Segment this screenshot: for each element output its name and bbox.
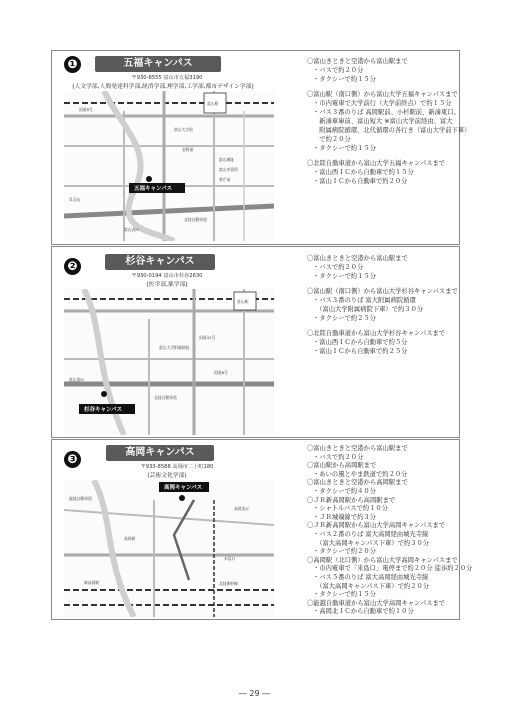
direction-group (307, 57, 470, 84)
svg-text:国道41号: 国道41号 (199, 335, 216, 340)
campus-number-1: ❶ (64, 56, 81, 73)
svg-text:富山市役所: 富山市役所 (219, 167, 238, 172)
direction-detail: ・タクシーで約４０分 (313, 487, 376, 495)
direction-detail: ・富山西ＩＣから自動車で約１５分 (313, 169, 414, 176)
campus-map-gofuku (64, 91, 274, 241)
direction-heading: 〇高岡駅（北口側）から富山大学高岡キャンパスまで (307, 556, 458, 564)
campus-title: 五福キャンパス (95, 56, 221, 72)
direction-detail: ・バスで約２０分 (313, 67, 364, 74)
svg-text:五福キャンパス: 五福キャンパス (134, 186, 173, 192)
campus-title: 杉谷キャンパス (105, 254, 215, 270)
campus-address: 〒930-0194 富山市杉谷2630 (131, 273, 203, 279)
direction-detail: ・バス２番のりば 富大高岡経由城光寺線 (313, 530, 429, 538)
campus-address: 〒930-8555 富山市五福3190 (131, 75, 203, 81)
campus-panel-gofuku (51, 50, 471, 245)
direction-detail: ・タクシーで約１５分 (313, 591, 376, 599)
direction-detail: ・バス５番のりば 富大高岡経由城光寺線 (313, 573, 429, 581)
svg-text:県庁前: 県庁前 (219, 177, 231, 182)
svg-text:富山西IC: 富山西IC (124, 227, 140, 232)
svg-text:高岡駅: 高岡駅 (124, 536, 136, 541)
direction-group (307, 462, 472, 479)
direction-group (307, 522, 472, 556)
direction-detail: ・バスで約２０分 (313, 264, 364, 271)
direction-detail: ・富山西ＩＣから自動車で約５分 (313, 339, 408, 346)
direction-detail: ・タクシーで約１５分 (313, 273, 376, 280)
direction-detail: （富大高岡キャンパス下車）で約３０分 (313, 539, 430, 547)
campus-map-takaoka (64, 480, 274, 617)
direction-group (307, 557, 472, 600)
direction-heading: 〇ＪＲ新高岡駅から高岡駅まで (307, 496, 396, 504)
direction-detail: （富山大学附属病院下車）で約３０分 (313, 306, 424, 313)
directions-list (307, 57, 470, 186)
direction-detail: ・タクシーで約２５分 (313, 315, 376, 322)
direction-detail: ・富山ＩＣから自動車で約２０分 (313, 178, 408, 185)
direction-detail: で約２０分 (313, 136, 351, 143)
campus-number-2: ❷ (64, 258, 81, 275)
svg-text:富山大学前: 富山大学前 (174, 127, 193, 132)
svg-text:新高岡駅: 新高岡駅 (84, 580, 100, 585)
direction-detail: ・市内電車で「米島口」電停まで約２０分 徒歩約２０分 (313, 565, 473, 573)
direction-detail: ・高岡北ＩＣから自動車で約１０分 (313, 608, 414, 616)
direction-detail: ・バス３番のりば 高岡駅前、小杉駅前、新湊東口、 (313, 109, 460, 116)
campus-panel-takaoka (51, 439, 473, 620)
svg-text:安野屋: 安野屋 (182, 147, 194, 152)
direction-heading: 〇ＪＲ新高岡駅から富山大学高岡キャンパスまで (307, 522, 446, 530)
direction-detail: （富大高岡キャンパス下車）で約２０分 (313, 582, 430, 590)
svg-text:北陸自動車道: 北陸自動車道 (154, 395, 177, 400)
campus-number-3: ❸ (64, 451, 81, 468)
direction-detail: ・タクシーで約１５分 (313, 76, 376, 83)
svg-text:米島口: 米島口 (224, 556, 236, 561)
direction-group (307, 287, 458, 323)
direction-heading: 〇富山駅（南口側）から富山大学杉谷キャンパスまで (307, 288, 458, 295)
svg-text:北陸自動車道: 北陸自動車道 (184, 217, 207, 222)
direction-detail: ・バス３番のりば 富大附属病院循環 (313, 297, 416, 304)
campus-faculties: (医学部,薬学部) (146, 282, 188, 288)
campus-panel-sugitani (51, 246, 460, 438)
direction-detail: ・タクシーで約２０分 (313, 548, 376, 556)
direction-group (307, 90, 470, 153)
svg-text:呉羽山: 呉羽山 (69, 197, 81, 202)
campus-title: 高岡キャンパス (106, 445, 214, 461)
campus-faculties: (人文学部,人間発達科学部,経済学部,理学部,工学部,都市デザイン学部) (72, 84, 254, 90)
direction-heading: 〇富山きときと空港から富山駅まで (307, 255, 408, 262)
direction-heading: 〇富山きときと空港から富山駅まで (307, 58, 408, 65)
campus-address: 〒933-8588 高岡市二上町180 (140, 464, 214, 470)
direction-detail: 新湊車庫前、富山短大 ※富山大学前経由、富大 (313, 118, 453, 125)
direction-heading: 〇能越自動車道から富山大学高岡キャンパスまで (307, 599, 446, 607)
direction-group (307, 159, 470, 186)
svg-text:国道8号: 国道8号 (214, 370, 228, 375)
svg-text:杉谷キャンパス: 杉谷キャンパス (84, 407, 123, 413)
svg-text:富山駅: 富山駅 (237, 299, 249, 304)
svg-text:富山城址: 富山城址 (219, 157, 235, 162)
directions-list (307, 445, 472, 617)
directions-list (307, 254, 458, 356)
direction-group (307, 497, 472, 523)
direction-heading: 〇富山きときと空港から高岡駅まで (307, 479, 408, 487)
direction-group (307, 600, 472, 617)
direction-heading: 〇北陸自動車道から富山大学五福キャンパスまで (307, 160, 446, 167)
direction-detail: ・市内電車で大学前行（大学前終点）で約１５分 (313, 100, 452, 107)
page-number: ― 29 ― (238, 689, 271, 698)
svg-text:富山大学附属病院: 富山大学附属病院 (159, 345, 190, 350)
campus-faculties: (芸術文化学部) (147, 473, 187, 479)
direction-detail: ・バスで約２０分 (313, 453, 364, 461)
svg-text:富山西IC: 富山西IC (69, 377, 85, 382)
direction-group (307, 479, 472, 496)
svg-text:北陸新幹線: 北陸新幹線 (219, 581, 238, 586)
direction-heading: 〇北陸自動車道から富山大学杉谷キャンパスまで (307, 330, 446, 337)
campus-map-sugitani (64, 289, 274, 435)
direction-heading: 〇富山きときと空港から富山駅まで (307, 445, 408, 452)
direction-detail: ・タクシーで約１５分 (313, 145, 376, 152)
direction-detail: ・富山ＩＣから自動車で約２５分 (313, 348, 408, 355)
svg-text:高岡キャンパス: 高岡キャンパス (164, 485, 203, 491)
direction-heading: 〇富山駅から高岡駅まで (307, 462, 377, 470)
svg-text:富山駅: 富山駅 (207, 101, 219, 106)
direction-group (307, 329, 458, 356)
direction-detail: ・ＪＲ城端線で約３分 (313, 513, 376, 521)
svg-text:高岡北IC: 高岡北IC (234, 506, 250, 511)
direction-group (307, 254, 458, 281)
direction-heading: 〇富山駅（南口側）から富山大学五福キャンパスまで (307, 91, 458, 98)
direction-detail: ・シャトルバスで約１０分 (313, 505, 388, 513)
svg-text:国道8号: 国道8号 (79, 107, 93, 112)
svg-text:能越自動車道: 能越自動車道 (69, 496, 92, 501)
direction-group (307, 445, 472, 462)
direction-detail: ・あいの風とやま鉄道で約２０分 (313, 470, 408, 478)
direction-detail: 附属病院循環、北代循環の各行き（富山大学前下車） (313, 127, 471, 134)
